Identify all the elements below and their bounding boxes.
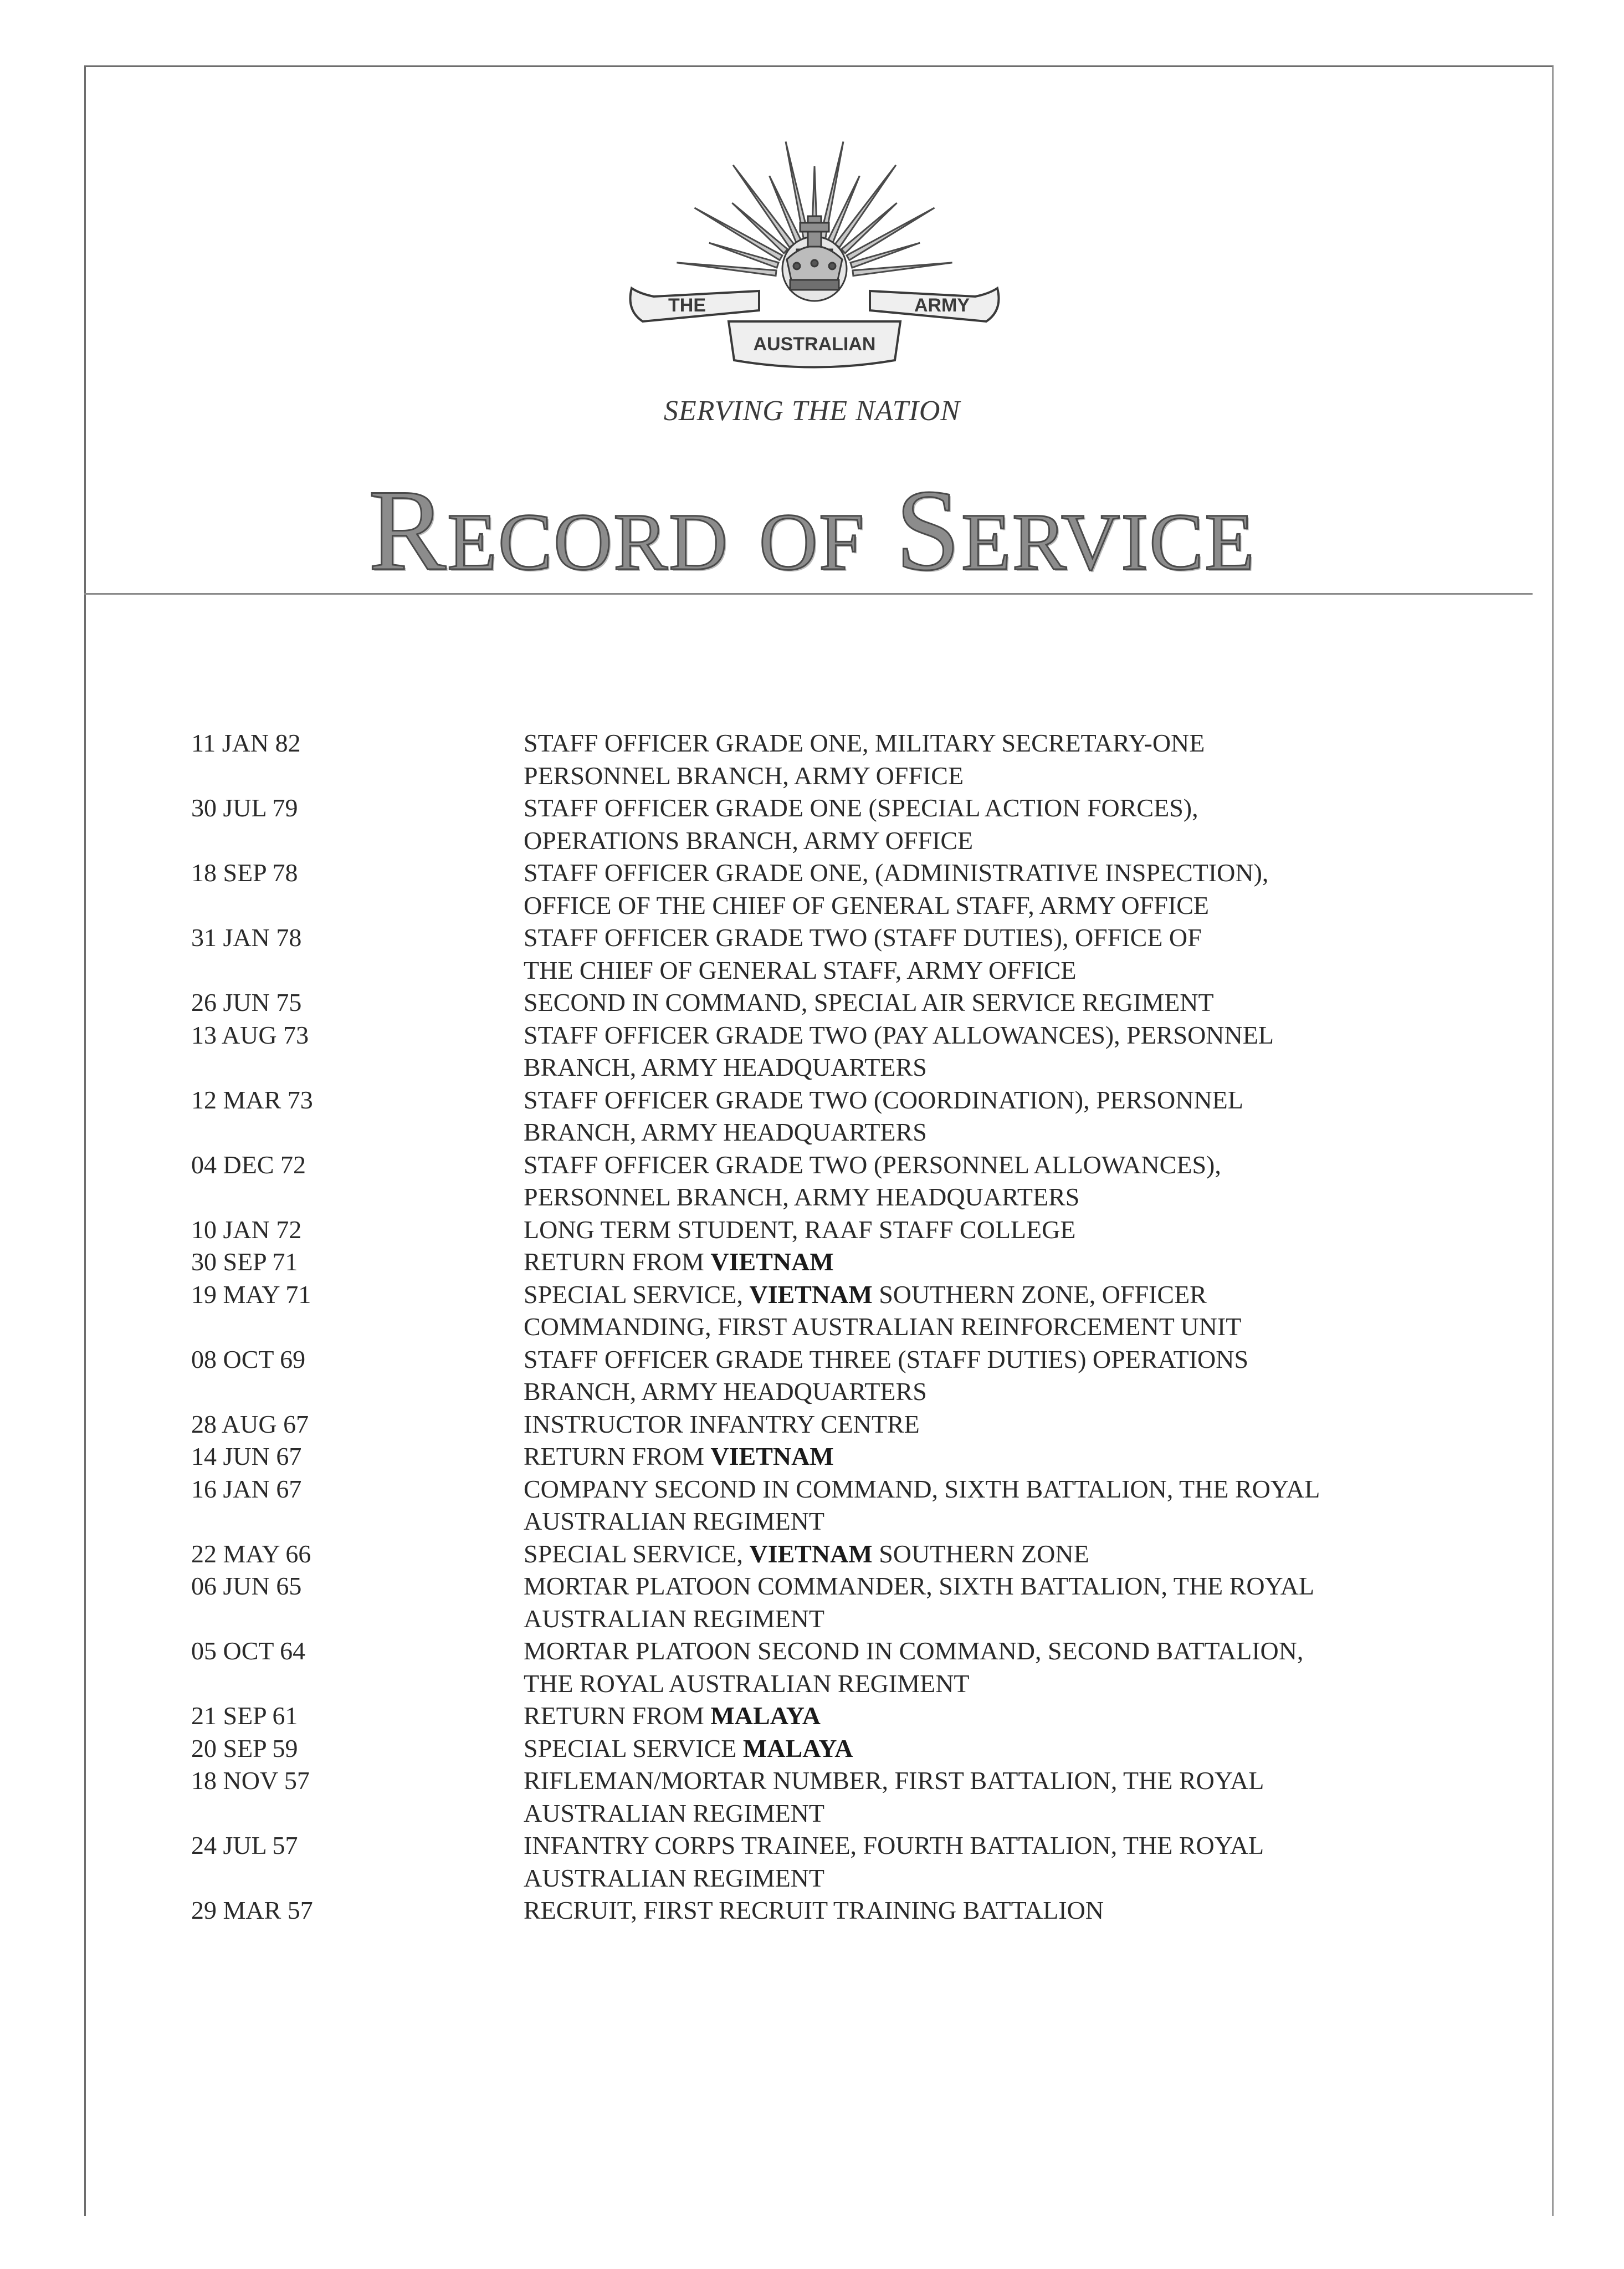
entry-description-line: INFANTRY CORPS TRAINEE, FOURTH BATTALION, THE ROYAL <box>524 1831 1264 1859</box>
entry-description <box>524 1440 1466 1473</box>
entry-description-line: COMMANDING, FIRST AUSTRALIAN REINFORCEMENT UNIT <box>524 1312 1242 1341</box>
entry-description-line: SPECIAL SERVICE, VIETNAM SOUTHERN ZONE <box>524 1539 1089 1568</box>
record-entry <box>191 1765 1466 1829</box>
entry-description <box>524 922 1466 987</box>
record-entry <box>191 1473 1466 1538</box>
record-entry <box>191 1084 1466 1149</box>
sunburst-ray <box>851 243 920 268</box>
entry-description-line: BRANCH, ARMY HEADQUARTERS <box>524 1053 927 1081</box>
entry-description-line: RETURN FROM VIETNAM <box>524 1248 834 1276</box>
emphasised-location: VIETNAM <box>710 1442 834 1470</box>
page-title: Record of Service <box>368 466 1256 595</box>
entry-date: 10 JAN 72 <box>191 1215 302 1244</box>
entry-date: 14 JUN 67 <box>191 1442 302 1470</box>
record-entry <box>191 1733 1466 1765</box>
entry-description-line: SPECIAL SERVICE, VIETNAM SOUTHERN ZONE, OFFICER <box>524 1280 1207 1309</box>
entry-description-line: SPECIAL SERVICE MALAYA <box>524 1734 853 1762</box>
entry-description-line: INSTRUCTOR INFANTRY CENTRE <box>524 1409 920 1438</box>
record-entry <box>191 1019 1466 1084</box>
entry-description <box>524 1343 1466 1408</box>
entry-description <box>524 1700 1466 1733</box>
record-entry <box>191 1214 1466 1246</box>
entry-date: 31 JAN 78 <box>191 923 302 952</box>
record-entry <box>191 922 1466 987</box>
entry-description <box>524 1473 1466 1538</box>
record-entry <box>191 1700 1466 1733</box>
entry-date: 30 JUL 79 <box>191 794 298 822</box>
record-entry <box>191 1538 1466 1571</box>
emblem-right-text: ARMY <box>914 295 970 316</box>
entry-date: 22 MAY 66 <box>191 1539 311 1568</box>
entry-description <box>524 1765 1466 1829</box>
entry-description-line: THE ROYAL AUSTRALIAN REGIMENT <box>524 1669 970 1698</box>
entry-date: 18 NOV 57 <box>191 1766 310 1795</box>
entry-description-line: THE CHIEF OF GENERAL STAFF, ARMY OFFICE <box>524 955 1077 984</box>
entry-description-line: STAFF OFFICER GRADE TWO (PAY ALLOWANCES), PERSONNEL <box>524 1020 1274 1049</box>
entry-description <box>524 792 1466 857</box>
emphasised-location: MALAYA <box>742 1734 853 1762</box>
rising-sun-badge-icon <box>621 127 1008 388</box>
entry-date: 13 AUG 73 <box>191 1020 309 1049</box>
entry-description <box>524 1570 1466 1635</box>
entry-description-line: MORTAR PLATOON SECOND IN COMMAND, SECOND BATTALION, <box>524 1637 1304 1665</box>
entry-description <box>524 1084 1466 1149</box>
entry-date: 20 SEP 59 <box>191 1734 298 1762</box>
entry-date: 29 MAR 57 <box>191 1896 313 1924</box>
record-entry <box>191 1894 1466 1927</box>
sunburst-ray <box>677 263 776 276</box>
entry-date: 26 JUN 75 <box>191 988 302 1016</box>
motto: SERVING THE NATION <box>663 395 961 427</box>
entry-description <box>524 1635 1466 1700</box>
record-entry <box>191 857 1466 922</box>
entry-description-line: MORTAR PLATOON COMMANDER, SIXTH BATTALION, THE ROYAL <box>524 1572 1314 1600</box>
record-entry <box>191 1829 1466 1894</box>
record-entry <box>191 1440 1466 1473</box>
entry-date: 18 SEP 78 <box>191 858 298 887</box>
entry-description-line: AUSTRALIAN REGIMENT <box>524 1863 825 1892</box>
entry-description <box>524 1214 1466 1246</box>
entry-description-line: STAFF OFFICER GRADE ONE (SPECIAL ACTION FORCES), <box>524 794 1198 822</box>
service-record-list <box>191 727 1466 1927</box>
entry-description-line: RETURN FROM VIETNAM <box>524 1442 834 1470</box>
record-entry <box>191 1343 1466 1408</box>
entry-description <box>524 727 1466 792</box>
entry-description-line: RETURN FROM MALAYA <box>524 1701 821 1730</box>
entry-description <box>524 1829 1466 1894</box>
entry-description <box>524 1538 1466 1571</box>
sunburst-ray <box>853 263 952 276</box>
entry-date: 24 JUL 57 <box>191 1831 298 1859</box>
entry-date: 04 DEC 72 <box>191 1150 306 1179</box>
entry-description-line: STAFF OFFICER GRADE ONE, MILITARY SECRETARY-ONE <box>524 729 1205 757</box>
entry-description-line: AUSTRALIAN REGIMENT <box>524 1507 825 1535</box>
entry-description-line: STAFF OFFICER GRADE TWO (COORDINATION), PERSONNEL <box>524 1085 1243 1114</box>
emphasised-location: VIETNAM <box>749 1539 873 1568</box>
record-entry <box>191 987 1466 1019</box>
record-entry <box>191 727 1466 792</box>
entry-description <box>524 1149 1466 1214</box>
entry-description-line: COMPANY SECOND IN COMMAND, SIXTH BATTALION, THE ROYAL <box>524 1474 1320 1503</box>
record-entry <box>191 1279 1466 1343</box>
entry-description-line: RECRUIT, FIRST RECRUIT TRAINING BATTALION <box>524 1896 1104 1924</box>
entry-description <box>524 1246 1466 1279</box>
entry-date: 19 MAY 71 <box>191 1280 311 1309</box>
entry-date: 28 AUG 67 <box>191 1409 309 1438</box>
entry-description-line: STAFF OFFICER GRADE TWO (PERSONNEL ALLOWANCES), <box>524 1150 1221 1179</box>
entry-description <box>524 1279 1466 1343</box>
entry-description-line: BRANCH, ARMY HEADQUARTERS <box>524 1118 927 1146</box>
record-entry <box>191 1246 1466 1279</box>
entry-date: 05 OCT 64 <box>191 1637 306 1665</box>
entry-date: 12 MAR 73 <box>191 1085 313 1114</box>
entry-description <box>524 1019 1466 1084</box>
entry-description-line: SECOND IN COMMAND, SPECIAL AIR SERVICE REGIMENT <box>524 988 1214 1016</box>
entry-description <box>524 857 1466 922</box>
entry-description-line: OFFICE OF THE CHIEF OF GENERAL STAFF, ARMY OFFICE <box>524 891 1209 919</box>
entry-description-line: STAFF OFFICER GRADE ONE, (ADMINISTRATIVE INSPECTION), <box>524 858 1269 887</box>
record-entry <box>191 1570 1466 1635</box>
entry-date: 11 JAN 82 <box>191 729 301 757</box>
entry-description-line: STAFF OFFICER GRADE TWO (STAFF DUTIES), OFFICE OF <box>524 923 1202 952</box>
entry-description <box>524 1408 1466 1441</box>
entry-description-line: AUSTRALIAN REGIMENT <box>524 1604 825 1633</box>
entry-description-line: OPERATIONS BRANCH, ARMY OFFICE <box>524 826 974 855</box>
entry-description-line: RIFLEMAN/MORTAR NUMBER, FIRST BATTALION, THE ROYAL <box>524 1766 1264 1795</box>
entry-description-line: BRANCH, ARMY HEADQUARTERS <box>524 1377 927 1406</box>
entry-description-line: AUSTRALIAN REGIMENT <box>524 1798 825 1827</box>
entry-description-line: STAFF OFFICER GRADE THREE (STAFF DUTIES) OPERATIONS <box>524 1345 1249 1373</box>
emblem-left-text: THE <box>668 295 706 316</box>
emphasised-location: VIETNAM <box>749 1280 873 1309</box>
entry-description-line: PERSONNEL BRANCH, ARMY HEADQUARTERS <box>524 1183 1080 1211</box>
record-entry <box>191 1408 1466 1441</box>
emphasised-location: MALAYA <box>710 1701 821 1730</box>
record-entry <box>191 1149 1466 1214</box>
sunburst-ray <box>709 243 778 268</box>
entry-date: 21 SEP 61 <box>191 1701 298 1730</box>
record-entry <box>191 792 1466 857</box>
entry-description <box>524 987 1466 1019</box>
entry-date: 06 JUN 65 <box>191 1572 302 1600</box>
entry-date: 08 OCT 69 <box>191 1345 306 1373</box>
entry-description <box>524 1894 1466 1927</box>
record-entry <box>191 1635 1466 1700</box>
emphasised-location: VIETNAM <box>710 1248 834 1276</box>
entry-description-line: LONG TERM STUDENT, RAAF STAFF COLLEGE <box>524 1215 1076 1244</box>
entry-description <box>524 1733 1466 1765</box>
title-divider <box>84 593 1533 595</box>
entry-description-line: PERSONNEL BRANCH, ARMY OFFICE <box>524 761 964 790</box>
entry-date: 16 JAN 67 <box>191 1474 302 1503</box>
entry-date: 30 SEP 71 <box>191 1248 298 1276</box>
emblem-bottom-text: AUSTRALIAN <box>753 334 876 355</box>
